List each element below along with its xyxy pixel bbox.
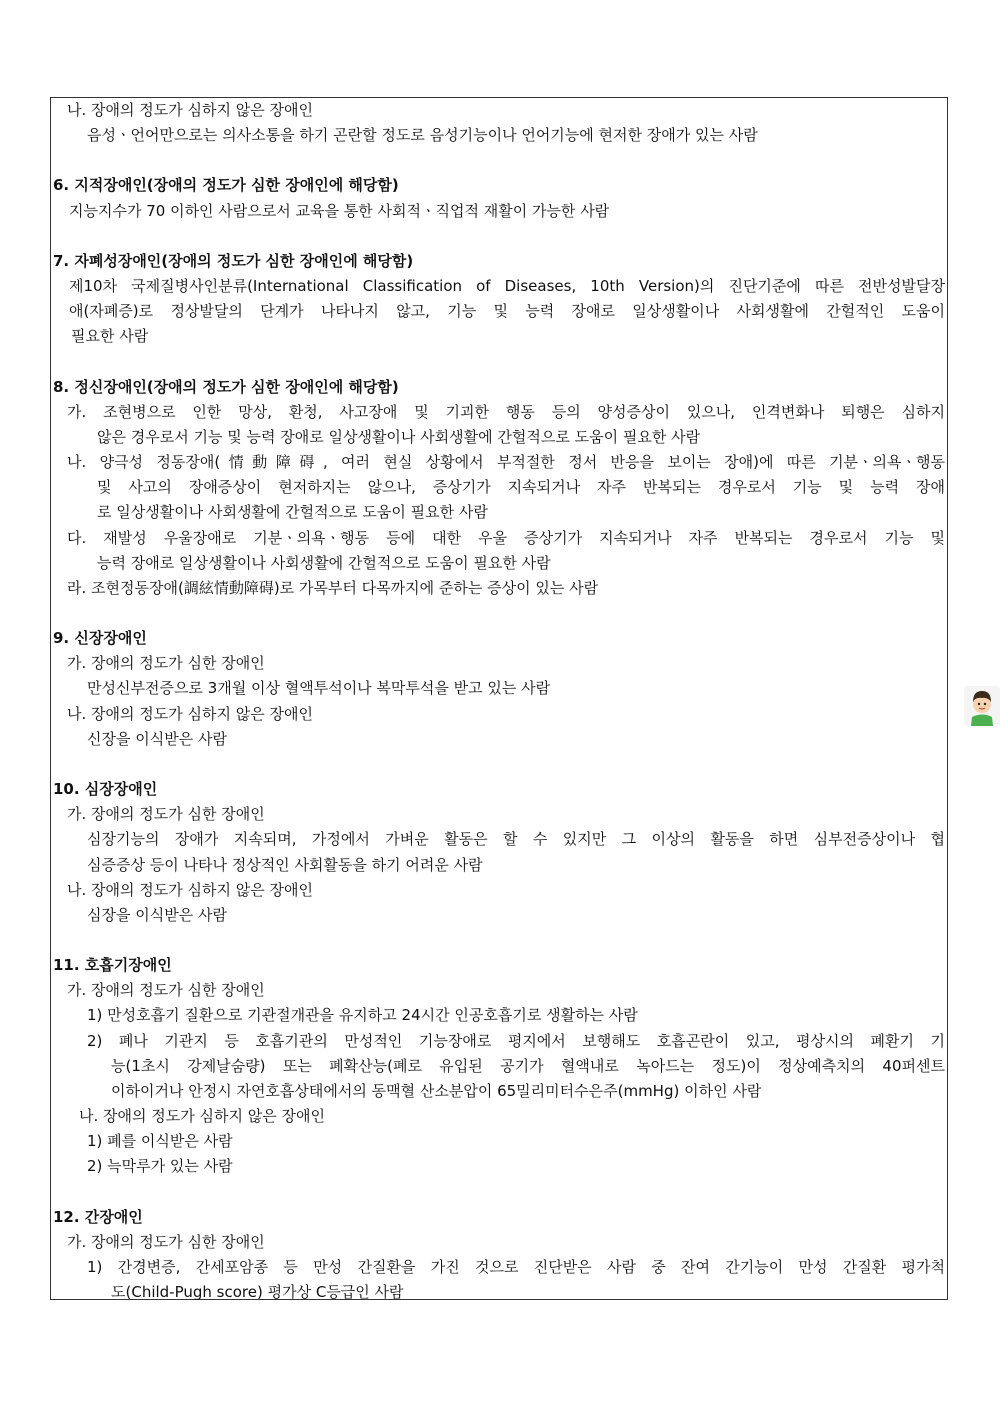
section-heading: 10. 심장장애인 [53,780,158,799]
section-heading: 11. 호흡기장애인 [53,956,172,975]
text-line: 심장을 이식받은 사람 [87,905,227,924]
text-line: 신장을 이식받은 사람 [87,729,227,748]
text-line: 가. 장애의 정도가 심한 장애인 [67,1232,265,1251]
text-line: 로 일상생활이나 사회생활에 간헐적으로 도움이 필요한 사람 [97,503,488,522]
text-line: 나. 장애의 정도가 심하지 않은 장애인 [67,704,313,723]
text-line: 나. 장애의 정도가 심하지 않은 장애인 [67,880,313,899]
section-heading: 12. 간장애인 [53,1207,143,1226]
blank-line [51,148,945,173]
text-line: 나. 장애의 정도가 심하지 않은 장애인 [79,1107,325,1125]
text-line: 2) 폐나 기관지 등 호흡기관의 만성적인 기능장애로 평지에서 보행해도 호흡곤란이 있고, 평상시의 폐환기 기 [87,1031,945,1050]
text-line: 라. 조현정동장애(調絃情動障碍)로 가목부터 다목까지에 준하는 증상이 있는 사람 [67,578,599,597]
text-line: 음성ㆍ언어만으로는 의사소통을 하기 곤란할 정도로 음성기능이나 언어기능에 현저한 장애가 있는 사람 [87,126,758,145]
blank-line [51,928,945,953]
blank-line [51,752,945,777]
text-line: 가. 장애의 정도가 심한 장애인 [67,654,265,673]
text-line: 능(1초시 강제날숨량) 또는 폐확산능(폐로 유입된 공기가 혈액내로 녹아드는 정도)이 정상예측치의 40퍼센트 [111,1056,945,1075]
text-line: 도(Child-Pugh score) 평가상 C등급인 사람 [111,1283,404,1302]
text-line: 애(자폐증)로 정상발달의 단계가 나타나지 않고, 기능 및 능력 장애로 일상생활이나 사회생활에 간헐적인 도움이 [69,302,945,321]
blank-line [51,224,945,249]
text-line: 가. 장애의 정도가 심한 장애인 [67,981,265,1000]
text-line: 1) 만성호흡기 질환으로 기관절개관을 유지하고 24시간 인공호흡기로 생활하는 사람 [87,1006,638,1025]
child-mascot-icon[interactable] [964,686,1000,726]
text-line: 1) 간경변증, 간세포암종 등 만성 간질환을 가진 것으로 진단받은 사람 중 잔여 간기능이 만성 간질환 평가척 [87,1257,945,1276]
text-line: 나. 장애의 정도가 심하지 않은 장애인 [67,101,313,119]
blank-line [51,601,945,626]
text-line: 심증증상 등이 나타나 정상적인 사회활동을 하기 어려운 사람 [87,855,483,874]
text-line: 심장기능의 장애가 지속되며, 가정에서 가벼운 활동은 할 수 있지만 그 이상의 활동을 하면 심부전증상이나 협 [87,830,945,849]
text-line: 않은 경우로서 기능 및 능력 장애로 일상생활이나 사회생활에 간헐적으로 도움이 필요한 사람 [97,427,701,446]
text-line: 가. 조현병으로 인한 망상, 환청, 사고장애 및 기괴한 행동 등의 양성증상이 있으나, 인격변화나 퇴행은 심하지 [67,402,945,421]
text-line: 및 사고의 장애증상이 현저하지는 않으나, 증상기가 지속되거나 자주 반복되는 경우로서 기능 및 능력 장애 [97,478,945,497]
text-line: 다. 재발성 우울장애로 기분ㆍ의욕ㆍ행동 등에 대한 우울 증상기가 지속되거나 자주 반복되는 경우로서 기능 및 [67,528,945,547]
blank-line [51,1179,945,1204]
text-line: 만성신부전증으로 3개월 이상 혈액투석이나 복막투석을 받고 있는 사람 [87,679,551,698]
text-line: 필요한 사람 [71,327,149,346]
text-line: 지능지수가 70 이하인 사람으로서 교육을 통한 사회적ㆍ직업적 재활이 가능한 사람 [69,201,610,220]
text-line: 가. 장애의 정도가 심한 장애인 [67,805,265,824]
text-line: 이하이거나 안정시 자연호흡상태에서의 동맥혈 산소분압이 65밀리미터수은주(mmHg) 이하인 사람 [111,1081,762,1100]
text-line: 능력 장애로 일상생활이나 사회생활에 간헐적으로 도움이 필요한 사람 [97,553,551,572]
text-line: 2) 늑막루가 있는 사람 [87,1157,233,1176]
section-heading: 7. 자폐성장애인(장애의 정도가 심한 장애인에 해당함) [53,251,414,270]
section-heading: 8. 정신장애인(장애의 정도가 심한 장애인에 해당함) [53,377,399,396]
blank-line [51,350,945,375]
document-frame [50,97,948,1300]
section-heading: 9. 신장장애인 [53,629,147,648]
text-line: 제10차 국제질병사인분류(International Classification of Diseases, 10th Version)의 진단기준에 따른 전반성발달장 [69,277,945,296]
text-line: 나. 양극성 정동장애(情動障碍, 여러 현실 상황에서 부적절한 정서 반응을 보이는 장애)에 따른 기분ㆍ의욕ㆍ행동 [67,453,945,472]
text-line: 1) 폐를 이식받은 사람 [87,1132,233,1151]
section-heading: 6. 지적장애인(장애의 정도가 심한 장애인에 해당함) [53,176,399,195]
